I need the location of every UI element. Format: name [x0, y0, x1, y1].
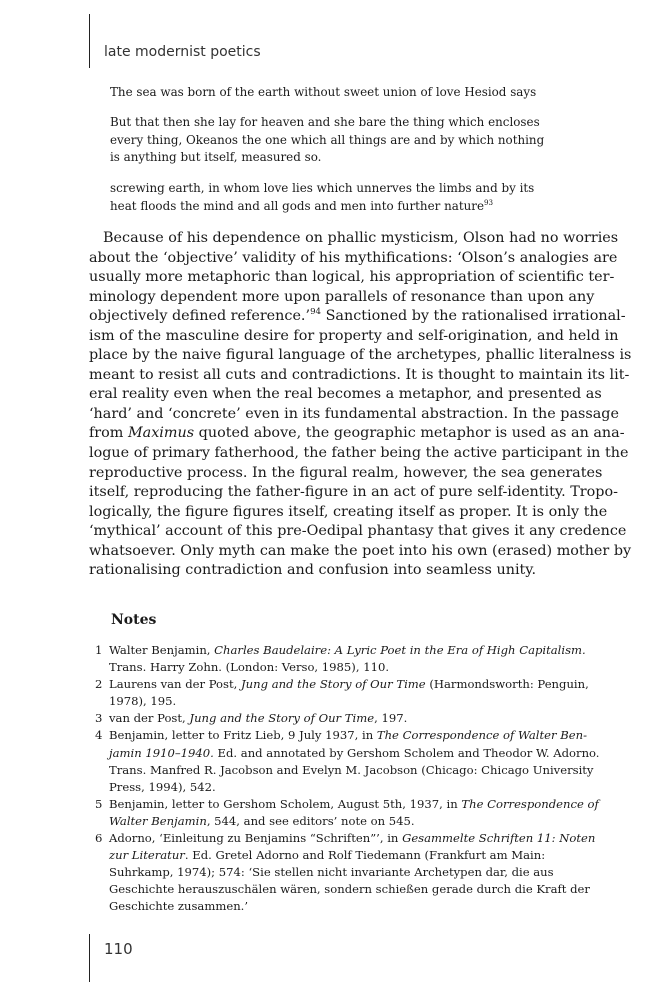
note-number: 4 — [95, 728, 103, 743]
body-line: ‘hard’ and ‘concrete’ even in its fundamental abstraction. In the passage — [89, 405, 619, 422]
note-line — [109, 642, 586, 659]
body-line — [89, 424, 625, 444]
note-number: 6 — [95, 831, 103, 846]
note-line — [109, 745, 600, 762]
quote-line — [110, 198, 550, 216]
note-segment: van der Post, — [109, 711, 190, 726]
note-number: 3 — [95, 711, 103, 726]
footnote-reference: 93 — [484, 197, 494, 207]
note-text — [109, 710, 565, 727]
quote-line: screwing earth, in whom love lies which unnerves the limbs and by its — [110, 181, 535, 195]
body-line: ‘mythical’ account of this pre-Oedipal phantasy that gives it any credence — [89, 523, 627, 540]
note-line: Geschichte herauszuschälen wären, sondern schießen gerade durch die Kraft der — [109, 882, 590, 897]
work-title: jamin 1910–1940. — [109, 745, 214, 760]
note-number: 2 — [95, 677, 103, 692]
work-title: The Correspondence of — [461, 796, 599, 811]
note-number: 5 — [95, 796, 103, 811]
running-head: late modernist poetics — [104, 44, 261, 60]
body-line: itself, reproducing the father-figure in an act of pure self-identity. Tropo- — [89, 484, 618, 501]
body-line: minology dependent more upon parallels of resonance than upon any — [89, 288, 595, 305]
note-5 — [95, 796, 599, 830]
work-title: Jung and the Story of Our Time — [241, 677, 426, 692]
note-number: 1 — [95, 643, 103, 657]
margin-rule-bottom — [89, 934, 90, 982]
footnote-reference: 94 — [310, 307, 322, 318]
body-line — [89, 307, 626, 327]
body-line: reproductive process. In the figural realm, however, the sea generates — [89, 464, 603, 481]
note-line — [109, 727, 600, 744]
work-title: zur Literatur — [109, 848, 185, 863]
note-line — [109, 813, 599, 830]
note-line — [109, 847, 595, 864]
note-segment: , 197. — [374, 711, 408, 726]
body-line: logically, the figure figures itself, creating itself as proper. It is only the — [89, 503, 608, 520]
body-line: eral reality even when the real becomes a metaphor, and presented as — [89, 386, 602, 403]
notes-heading: Notes — [111, 612, 157, 628]
epigraph-stanza-3 — [110, 180, 550, 215]
notes-list — [95, 642, 600, 916]
note-text — [109, 796, 599, 830]
epigraph-stanza-2 — [110, 114, 550, 167]
work-title: Charles Baudelaire: A Lyric Poet in the Era of High Capitalism. — [214, 643, 586, 657]
note-line: Trans. Manfred R. Jacobson and Evelyn M. Jacobson (Chicago: Chicago University — [109, 762, 594, 777]
body-line: about the ‘objective’ validity of his mythifications: ‘Olson’s analogies are — [89, 249, 618, 266]
body-line: rationalising contradiction and confusion into seamless unity. — [89, 562, 537, 579]
body-line: Because of his dependence on phallic mysticism, Olson had no worries — [103, 230, 619, 246]
note-6 — [95, 830, 596, 915]
note-segment: Laurens van der Post, — [109, 677, 241, 692]
margin-rule-top — [89, 14, 90, 68]
note-text — [109, 642, 586, 676]
note-segment: Benjamin, letter to Fritz Lieb, 9 July 1937, in — [109, 728, 377, 743]
note-segment: Adorno, ‘Einleitung zu Benjamins “Schriften”’, in — [109, 831, 403, 846]
page-number: 110 — [104, 940, 133, 958]
body-line: logue of primary fatherhood, the father being the active participant in the — [89, 445, 629, 462]
quote-text: heat floods the mind and all gods and men into further nature — [110, 198, 484, 213]
note-1 — [95, 642, 586, 676]
quote-line: The sea was born of the earth without sweet union of love Hesiod says — [110, 85, 537, 99]
work-title: The Correspondence of Walter Ben- — [376, 728, 588, 743]
note-line — [109, 796, 599, 813]
note-line: Press, 1994), 542. — [109, 779, 216, 794]
note-3 — [95, 710, 565, 727]
body-text-segment: Sanctioned by the rationalised irrational- — [321, 308, 626, 325]
note-text — [109, 830, 595, 915]
note-segment: Walter Benjamin, — [109, 643, 215, 657]
work-title: Walter Benjamin — [109, 813, 207, 828]
note-line — [109, 676, 589, 693]
body-text-segment: objectively defined reference.’ — [89, 308, 311, 325]
epigraph-stanza-1 — [110, 84, 550, 102]
note-line — [109, 830, 595, 847]
work-title: Maximus — [127, 425, 195, 442]
work-title: Gesammelte Schriften 11: Noten — [402, 831, 596, 846]
body-line: ism of the masculine desire for property and self-origination, and held in — [89, 327, 619, 344]
work-title: Jung and the Story of Our Time — [189, 711, 375, 726]
body-text-segment: from — [89, 425, 128, 442]
note-line — [109, 710, 565, 727]
body-line: whatsoever. Only myth can make the poet into his own (erased) mother by — [89, 542, 632, 559]
note-line: Suhrkamp, 1974); 574: ‘Sie stellen nicht invariante Archetypen dar, die aus — [109, 865, 554, 880]
note-4 — [95, 727, 600, 795]
note-segment: (Harmondsworth: Penguin, — [425, 677, 589, 692]
note-text — [109, 727, 600, 795]
note-segment: Ed. and annotated by Gershom Scholem and Theodor W. Adorno. — [213, 745, 600, 760]
quote-line: is anything but itself, measured so. — [110, 150, 322, 164]
note-2 — [95, 676, 589, 710]
note-segment: . Ed. Gretel Adorno and Rolf Tiedemann (Frankfurt am Main: — [184, 848, 546, 863]
note-line: 1978), 195. — [109, 694, 177, 709]
quote-line: But that then she lay for heaven and she bare the thing which encloses — [110, 115, 540, 129]
body-line: place by the naive figural language of the archetypes, phallic literalness is — [89, 347, 632, 364]
note-segment: , 544, and see editors’ note on 545. — [206, 813, 415, 828]
body-line: usually more metaphoric than logical, his appropriation of scientific ter- — [89, 269, 615, 286]
body-line: meant to resist all cuts and contradictions. It is thought to maintain its lit- — [89, 366, 630, 383]
body-text-segment: quoted above, the geographic metaphor is used as an ana- — [194, 425, 625, 442]
note-segment: Benjamin, letter to Gershom Scholem, August 5th, 1937, in — [109, 796, 462, 811]
quote-line: every thing, Okeanos the one which all things are and by which nothing — [110, 132, 545, 147]
note-line: Trans. Harry Zohn. (London: Verso, 1985), 110. — [109, 660, 390, 675]
body-paragraph — [89, 229, 632, 581]
note-text — [109, 676, 589, 710]
note-line: Geschichte zusammen.’ — [109, 899, 249, 914]
